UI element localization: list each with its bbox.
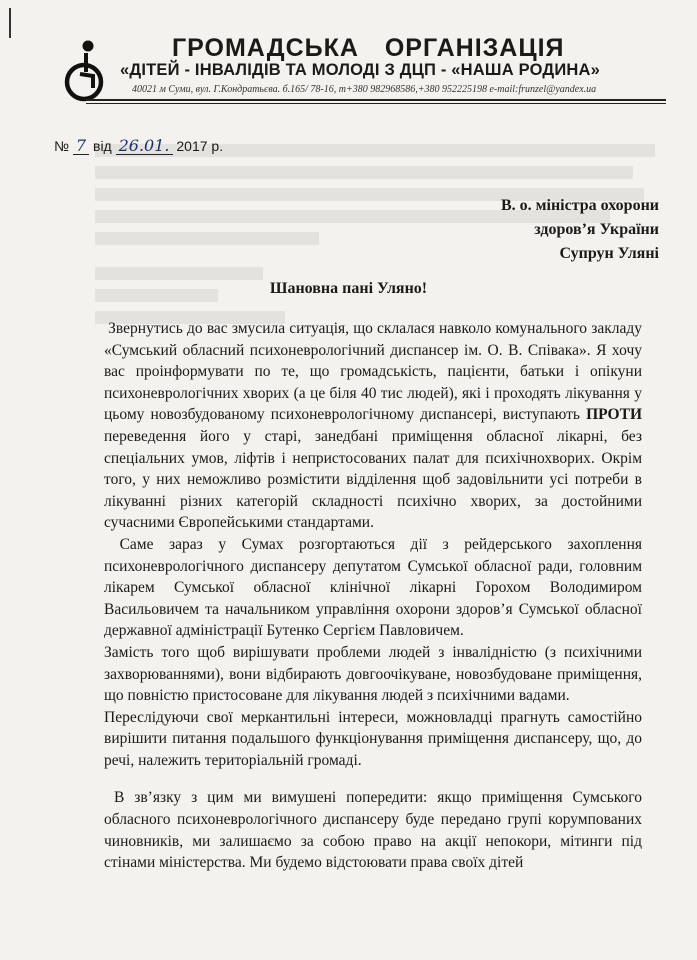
document-number: 7 bbox=[75, 136, 87, 155]
addressee-block bbox=[501, 194, 659, 266]
paragraph-1-text: Звернутись до вас змусила ситуація, що склалася навколо комунального закладу «Сумський обласний психоневрологічний диспансер ім. О. В. Співака». Я хочу вас проінформувати по те, що громадськість, пацієнти, батьки і опікуни психоневрологічних хворих (а це біля 40 тис людей), які і проходять лікування у цьому новозбудованому психоневрологічному диспансері, виступають bbox=[104, 320, 642, 424]
number-value-underline bbox=[73, 138, 89, 155]
organization-address: 40021 м Суми, вул. Г.Кондратьєва. б.165/ 78-16, т+380 982968586,+380 952225198 e-mail:frunzel@yandex.ua bbox=[132, 84, 597, 95]
organization-subtitle: «ДІТЕЙ - ІНВАЛІДІВ ТА МОЛОДІ З ДЦП - «НАША РОДИНА» bbox=[120, 61, 601, 79]
paragraph-2 bbox=[104, 534, 642, 642]
document-year: 2017 р. bbox=[176, 138, 224, 154]
paragraph-5-text: В зв’язку з цим ми вимушені попередити: якщо приміщення Сумського обласного психоневрологічного диспансеру буде передано групі корумпованих чиновників, ми залишаємо за собою право на акції непокори, мітинги під стінами міністерства. Ми будемо відстоювати права своїх дітей bbox=[104, 789, 642, 872]
organization-title: ГРОМАДСЬКА ОРГАНІЗАЦІЯ bbox=[172, 34, 565, 62]
paragraph-1-emphasis: ПРОТИ bbox=[586, 406, 642, 424]
addressee-line-2: здоров’я України bbox=[534, 221, 659, 238]
margin-mark bbox=[9, 8, 11, 38]
paragraph-gap bbox=[104, 771, 642, 787]
paragraph-4: Переслідуючи свої меркантильні інтереси, можновладці прагнуть самостійно вирішити питання подальшого функціонування приміщення диспансеру, що, до речі, належить територіальній громаді. bbox=[104, 708, 642, 769]
reference-line bbox=[54, 136, 223, 155]
header-rule bbox=[86, 99, 666, 101]
number-label: № bbox=[54, 138, 70, 154]
date-value-underline bbox=[116, 138, 173, 155]
addressee-line-1: В. о. міністра охорони bbox=[500, 197, 659, 214]
addressee-line-3: Супрун Уляні bbox=[559, 245, 659, 262]
salutation: Шановна пані Уляно! bbox=[269, 280, 428, 297]
paragraph-5 bbox=[104, 787, 642, 873]
paragraph-2-text: Саме зараз у Сумах розгортаються дії з рейдерського захоплення психоневрологічного диспансеру депутатом Сумської обласної ради, головним лікарем Сумської обласної клінічної лікарні Горохом Володимиром Васильовичем та начальником управління охорони здоров’я Сумської обласної державної адміністрації Бутенко Сергієм Павловичем. bbox=[104, 535, 643, 640]
letter-body bbox=[104, 318, 642, 874]
organization-logo-icon bbox=[60, 38, 110, 104]
paragraph-3: Замість того щоб вирішувати проблеми людей з інвалідністю (з психічними захворюваннями), вони відбирають довгоочікуване, новозбудоване приміщення, що повністю пристосоване для лікування людей з психічними вадами. bbox=[104, 643, 642, 705]
document-date: 26.01. bbox=[118, 136, 170, 155]
header-rule-thin bbox=[86, 103, 666, 104]
date-label: від bbox=[93, 138, 112, 154]
paragraph-1-rest: переведення його у старі, занедбані приміщення обласної лікарні, без спеціальних умов, ліфтів і непристосованих палат для психічнохворих. Окрім того, у них неможливо розмістити відділення щоб задовільнити усі потреби в лікуванні різних категорій складності психічно хворих, за достойними сучасними Європейськими стандартами. bbox=[104, 427, 642, 532]
paragraph-1 bbox=[104, 318, 642, 534]
